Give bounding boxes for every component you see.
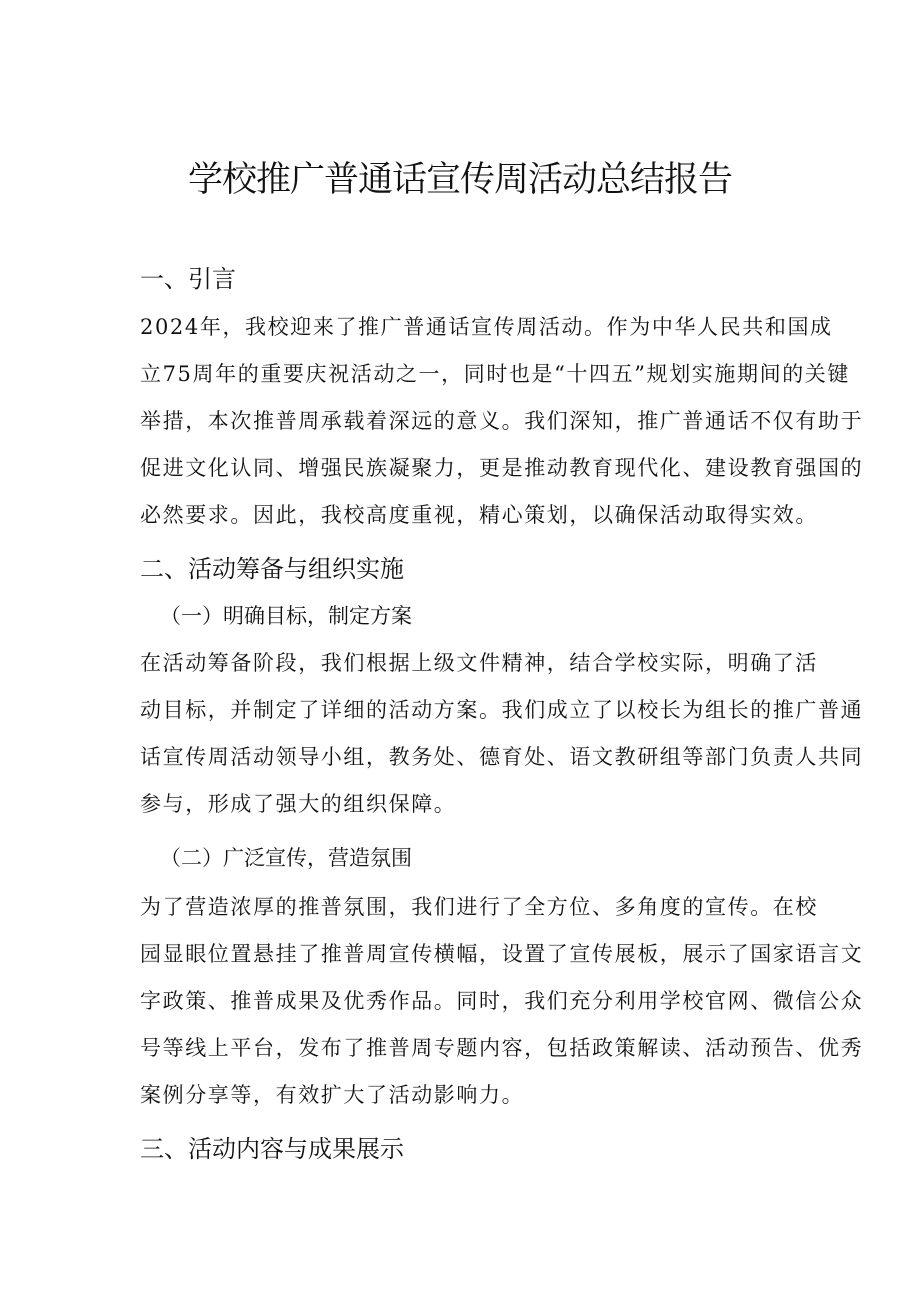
paragraph-line: 举措，本次推普周承载着深远的意义。我们深知，推广普通话不仅有助于 xyxy=(140,409,864,433)
paragraph-line: 在活动筹备阶段，我们根据上级文件精神，结合学校实际，明确了活 xyxy=(140,651,818,675)
document-title: 学校推广普通话宣传周活动总结报告 xyxy=(187,160,732,200)
paragraph-line: 2024年，我校迎来了推广普通话宣传周活动。作为中华人民共和国成 xyxy=(140,315,833,339)
section-heading-preparation: 二、活动筹备与组织实施 xyxy=(140,555,404,583)
paragraph-line: 案例分享等，有效扩大了活动影响力。 xyxy=(140,1083,525,1107)
publicity-paragraph xyxy=(140,884,864,1119)
paragraph-line: 为了营造浓厚的推普氛围，我们进行了全方位、多角度的宣传。在校 xyxy=(140,895,818,919)
introduction-paragraph xyxy=(140,304,864,539)
paragraph-line: 字政策、推普成果及优秀作品。同时，我们充分利用学校官网、微信公众 xyxy=(140,989,864,1013)
paragraph-line: 立75周年的重要庆祝活动之一，同时也是“十四五”规划实施期间的关键 xyxy=(140,362,850,386)
paragraph-line: 促进文化认同、增强民族凝聚力，更是推动教育现代化、建设教育强国的 xyxy=(140,456,864,480)
paragraph-line: 话宣传周活动领导小组，教务处、德育处、语文教研组等部门负责人共同 xyxy=(140,745,864,769)
paragraph-line: 号等线上平台，发布了推普周专题内容，包括政策解读、活动预告、优秀 xyxy=(140,1036,864,1060)
subsection-heading-goals: （一）明确目标，制定方案 xyxy=(160,604,412,628)
paragraph-line: 参与，形成了强大的组织保障。 xyxy=(140,792,457,816)
paragraph-line: 园显眼位置悬挂了推普周宣传横幅，设置了宣传展板，展示了国家语言文 xyxy=(140,942,864,966)
paragraph-line: 必然要求。因此，我校高度重视，精心策划，以确保活动取得实效。 xyxy=(140,503,818,527)
subsection-heading-publicity: （二）广泛宣传，营造氛围 xyxy=(160,846,412,870)
paragraph-line: 动目标，并制定了详细的活动方案。我们成立了以校长为组长的推广普通 xyxy=(140,698,864,722)
section-heading-introduction: 一、引言 xyxy=(140,265,236,293)
section-heading-content: 三、活动内容与成果展示 xyxy=(140,1135,404,1163)
goals-paragraph xyxy=(140,640,864,828)
